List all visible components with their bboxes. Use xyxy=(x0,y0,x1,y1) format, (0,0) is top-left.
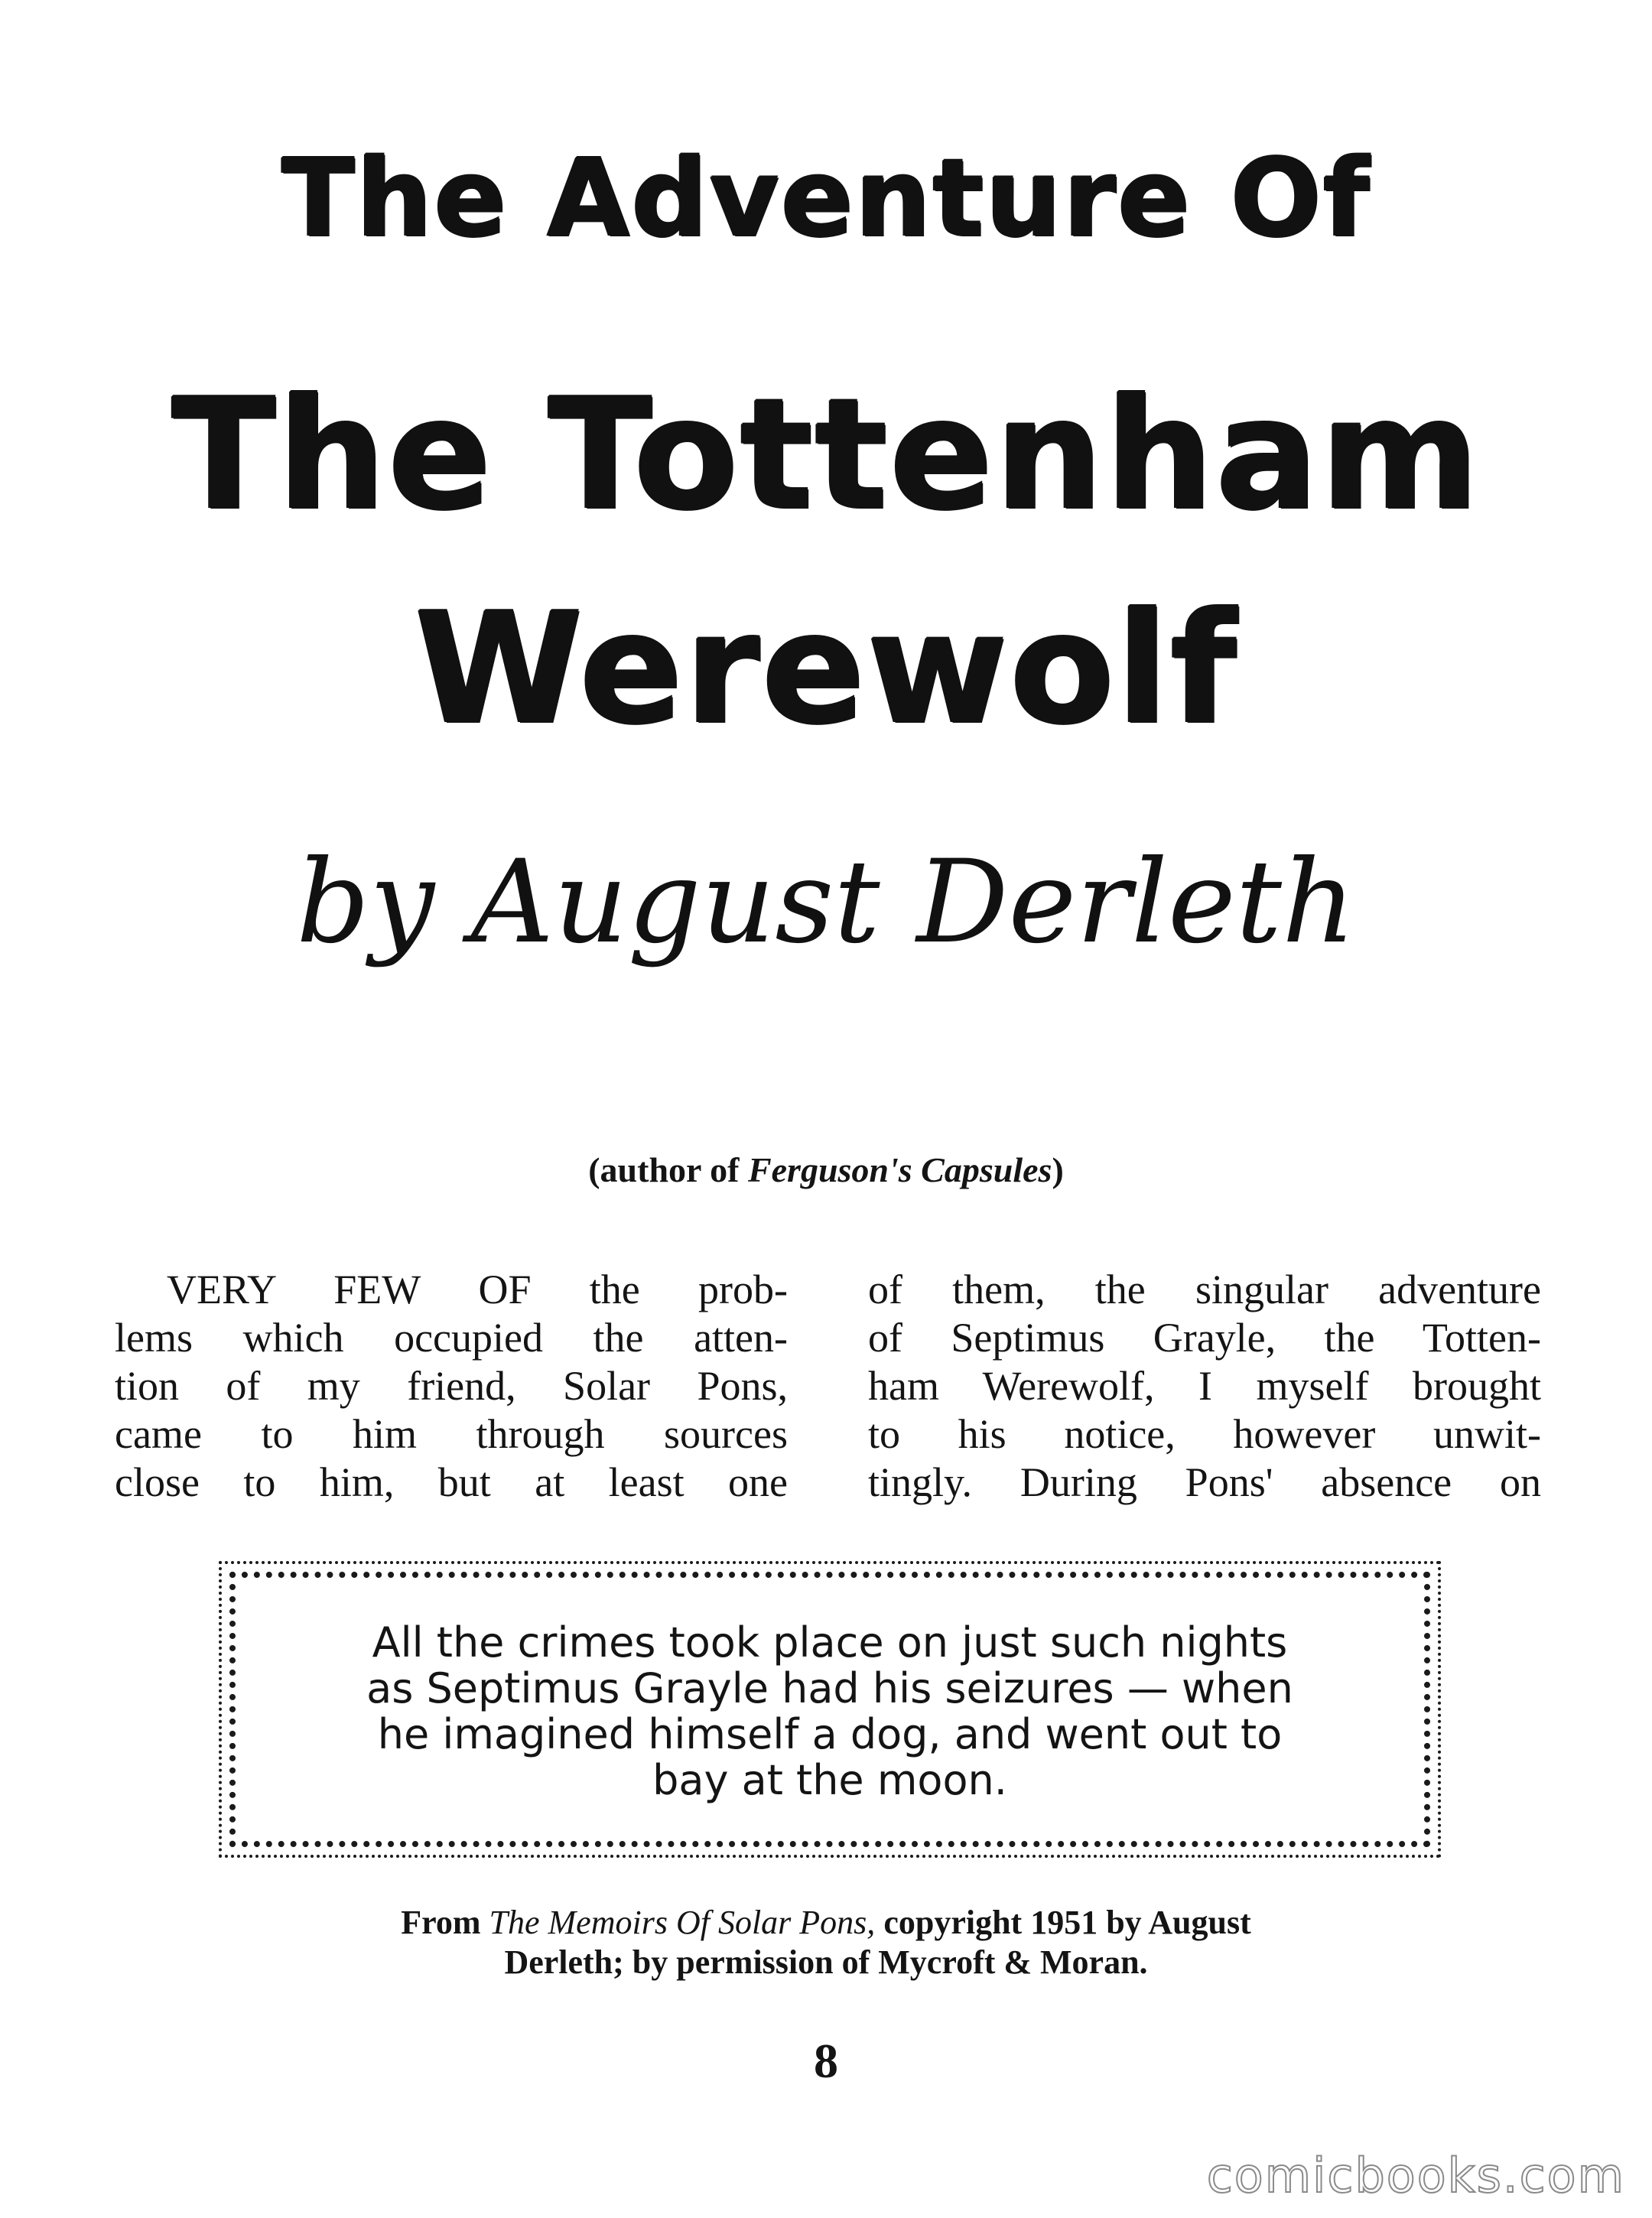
body-line: tingly. During Pons' absence on xyxy=(868,1459,1541,1505)
credit-work: Ferguson's Capsules xyxy=(747,1150,1052,1189)
body-line: to his notice, however unwit- xyxy=(868,1411,1541,1457)
author-credit xyxy=(0,1147,1652,1193)
body-line: lems which occupied the atten- xyxy=(115,1315,788,1361)
title-line-1: The Adventure Of xyxy=(281,136,1371,261)
source-note-line-1 xyxy=(0,1903,1652,1943)
pull-quote-text xyxy=(297,1620,1363,1803)
body-line: close to him, but at least one xyxy=(115,1459,788,1505)
page-number: 8 xyxy=(814,2034,838,2088)
pull-quote-line: All the crimes took place on just such nights xyxy=(372,1618,1288,1667)
body-column-right xyxy=(868,1266,1541,1507)
watermark: comicbooks.com xyxy=(1206,2148,1625,2203)
body-column-left xyxy=(115,1266,788,1507)
pull-quote-box xyxy=(229,1572,1430,1847)
body-line: of Septimus Grayle, the Totten- xyxy=(868,1315,1541,1361)
source-book-title: The Memoirs Of Solar Pons, xyxy=(489,1904,876,1941)
title-line-3: Werewolf xyxy=(414,580,1238,758)
body-line: tion of my friend, Solar Pons, xyxy=(115,1363,788,1409)
pull-quote-line: as Septimus Grayle had his seizures — when xyxy=(366,1664,1293,1712)
pull-quote-line: bay at the moon. xyxy=(652,1756,1007,1804)
source-copyright: copyright 1951 by August xyxy=(875,1904,1251,1941)
source-from: From xyxy=(401,1904,489,1941)
source-note-line-2: Derleth; by permission of Mycroft & Moran. xyxy=(504,1943,1148,1981)
author-byline: by August Derleth xyxy=(296,836,1356,969)
credit-prefix: (author of xyxy=(588,1150,748,1189)
body-line: ham Werewolf, I myself brought xyxy=(868,1363,1541,1409)
title-line-2: The Tottenham xyxy=(171,366,1481,544)
body-line: VERY FEW OF the prob- xyxy=(167,1267,788,1312)
credit-suffix: ) xyxy=(1052,1150,1064,1189)
source-note xyxy=(0,1903,1652,1982)
body-line: came to him through sources xyxy=(115,1411,788,1457)
pull-quote-line: he imagined himself a dog, and went out to xyxy=(377,1710,1283,1758)
body-line: of them, the singular adventure xyxy=(868,1267,1541,1312)
